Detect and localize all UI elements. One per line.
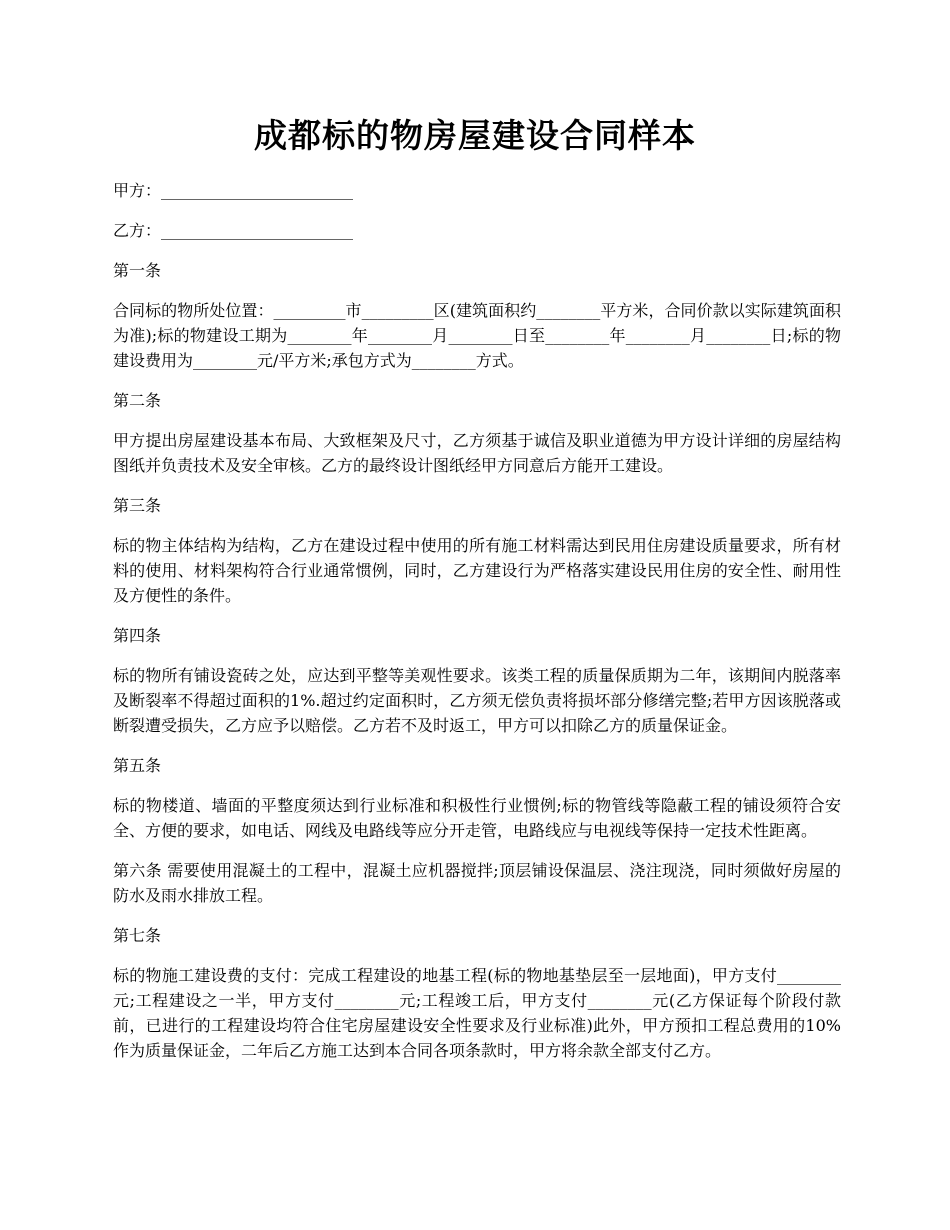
article-3-heading: 第三条 [113, 496, 162, 515]
article-1-heading: 第一条 [113, 261, 162, 280]
document-title: 成都标的物房屋建设合同样本 [254, 116, 696, 155]
article-2-heading: 第二条 [113, 391, 162, 410]
document-body [113, 178, 841, 1073]
party-b-line: 乙方：________________________ [113, 221, 354, 240]
article-2-text: 甲方提出房屋建设基本布局、大致框架及尺寸，乙方须基于诚信及职业道德为甲方设计详细的房屋结构图纸并负责技术及安全审核。乙方的最终设计图纸经甲方同意后方能开工建设。 [113, 431, 841, 475]
article-5-text: 标的物楼道、墙面的平整度须达到行业标准和积极性行业惯例;标的物管线等隐蔽工程的铺设须符合安全、方便的要求，如电话、网线及电路线等应分开走管，电路线应与电视线等保持一定技术性距离。 [113, 796, 841, 840]
article-3-text: 标的物主体结构为结构，乙方在建设过程中使用的所有施工材料需达到民用住房建设质量要求，所有材料的使用、材料架构符合行业通常惯例，同时，乙方建设行为严格落实建设民用住房的安全性、耐用性及方便性的条件。 [113, 536, 841, 605]
article-1-text: 合同标的物所处位置：_________市_________区(建筑面积约________平方米，合同价款以实际建筑面积为准);标的物建设工期为________年________月________日至________年________月________日;标的物建设费用为________元/平方米;承包方式为________方式。 [113, 301, 841, 370]
party-a-line: 甲方：________________________ [113, 181, 354, 200]
article-4-heading: 第四条 [113, 626, 162, 645]
article-6-text: 第六条 需要使用混凝土的工程中，混凝土应机器搅拌;顶层铺设保温层、浇注现浇，同时须做好房屋的防水及雨水排放工程。 [113, 861, 841, 905]
article-5-heading: 第五条 [113, 756, 162, 775]
article-7-heading: 第七条 [113, 926, 162, 945]
article-7-text: 标的物施工建设费的支付：完成工程建设的地基工程(标的物地基垫层至一层地面)，甲方支付________元;工程建设之一半，甲方支付________元;工程竣工后，甲方支付________元(乙方保证每个阶段付款前，已进行的工程建设均符合住宅房屋建设安全性要求及行业标准)此外，甲方预扣工程总费用的10%作为质量保证金，二年后乙方施工达到本合同各项条款时，甲方将余款全部支付乙方。 [113, 966, 841, 1060]
article-4-text: 标的物所有铺设瓷砖之处，应达到平整等美观性要求。该类工程的质量保质期为二年，该期间内脱落率及断裂率不得超过面积的1%.超过约定面积时，乙方须无偿负责将损坏部分修缮完整;若甲方因该脱落或断裂遭受损失，乙方应予以赔偿。乙方若不及时返工，甲方可以扣除乙方的质量保证金。 [113, 666, 841, 735]
